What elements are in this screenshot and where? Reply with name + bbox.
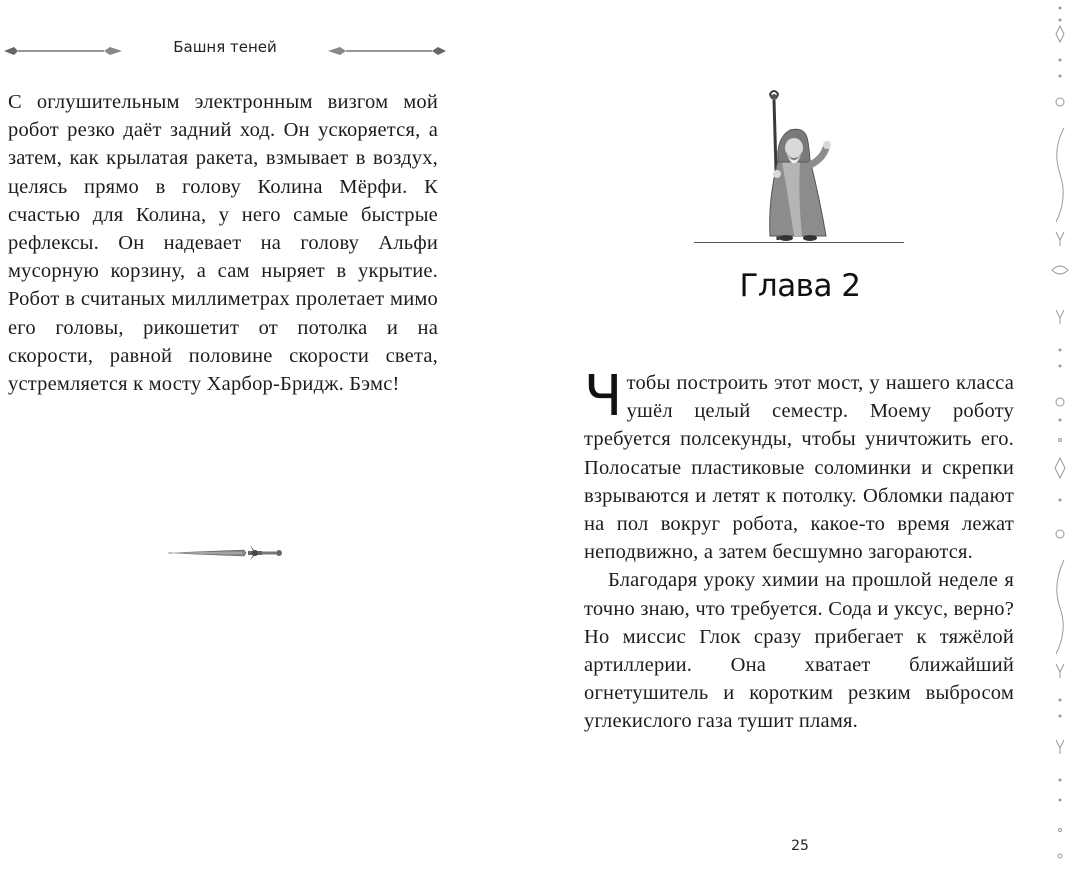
body-text [8,88,438,398]
spear-ornament-icon [4,46,122,56]
left-page [0,0,520,872]
chapter-title: Глава 2 [739,268,861,304]
paragraph-text: тобы построить этот мост, у нашего класса ушёл целый семестр. Моему роботу требуется полсекунды, чтобы уничтожить его. Полосатые пластиковые соломинки и скрепки взрываются и летят к потолку. Обломки падают на пол вокруг робота, какое-то время лежат неподвижно, а затем бесшумно загораются. [584,372,1014,564]
drop-cap: Ч [584,364,623,429]
sword-icon [166,542,284,564]
right-page [560,0,1040,872]
wizard-illustration-icon [748,90,838,242]
running-head [0,36,450,64]
paragraph: С оглушительным электронным визгом мой робот резко даёт задний ход. Он ускоряется, а затем, как крылатая ракета, взмывает в воздух, целясь прямо в голову Колина Мёрфи. К счастью для Колина, у него самые быстрые рефлексы. Он надевает на голову Альфи мусорную корзину, а сам ныряет в укрытие. Робот в считаных миллиметрах пролетает мимо его головы, рикошетит от потолка и на скорости, равной половине скорости света, устремляется к мосту Харбор-Бридж. Бэмс! [8,91,438,396]
page-number: 25 [791,838,809,854]
spear-ornament-icon [328,46,446,56]
running-head-title: Башня теней [173,38,277,56]
chapter-text [584,364,1014,736]
paragraph: Благодаря уроку химии на прошлой неделе я точно знаю, что требуется. Сода и уксус, верно? Но миссис Глок сразу прибегает к тяжёлой артиллерии. Она хватает ближайший огнетушитель и коротким резким выбросом углекислого газа тушит пламя. [584,569,1014,733]
paragraph [584,364,1014,566]
divider-line [694,242,904,243]
decorative-border-icon [1040,0,1083,872]
